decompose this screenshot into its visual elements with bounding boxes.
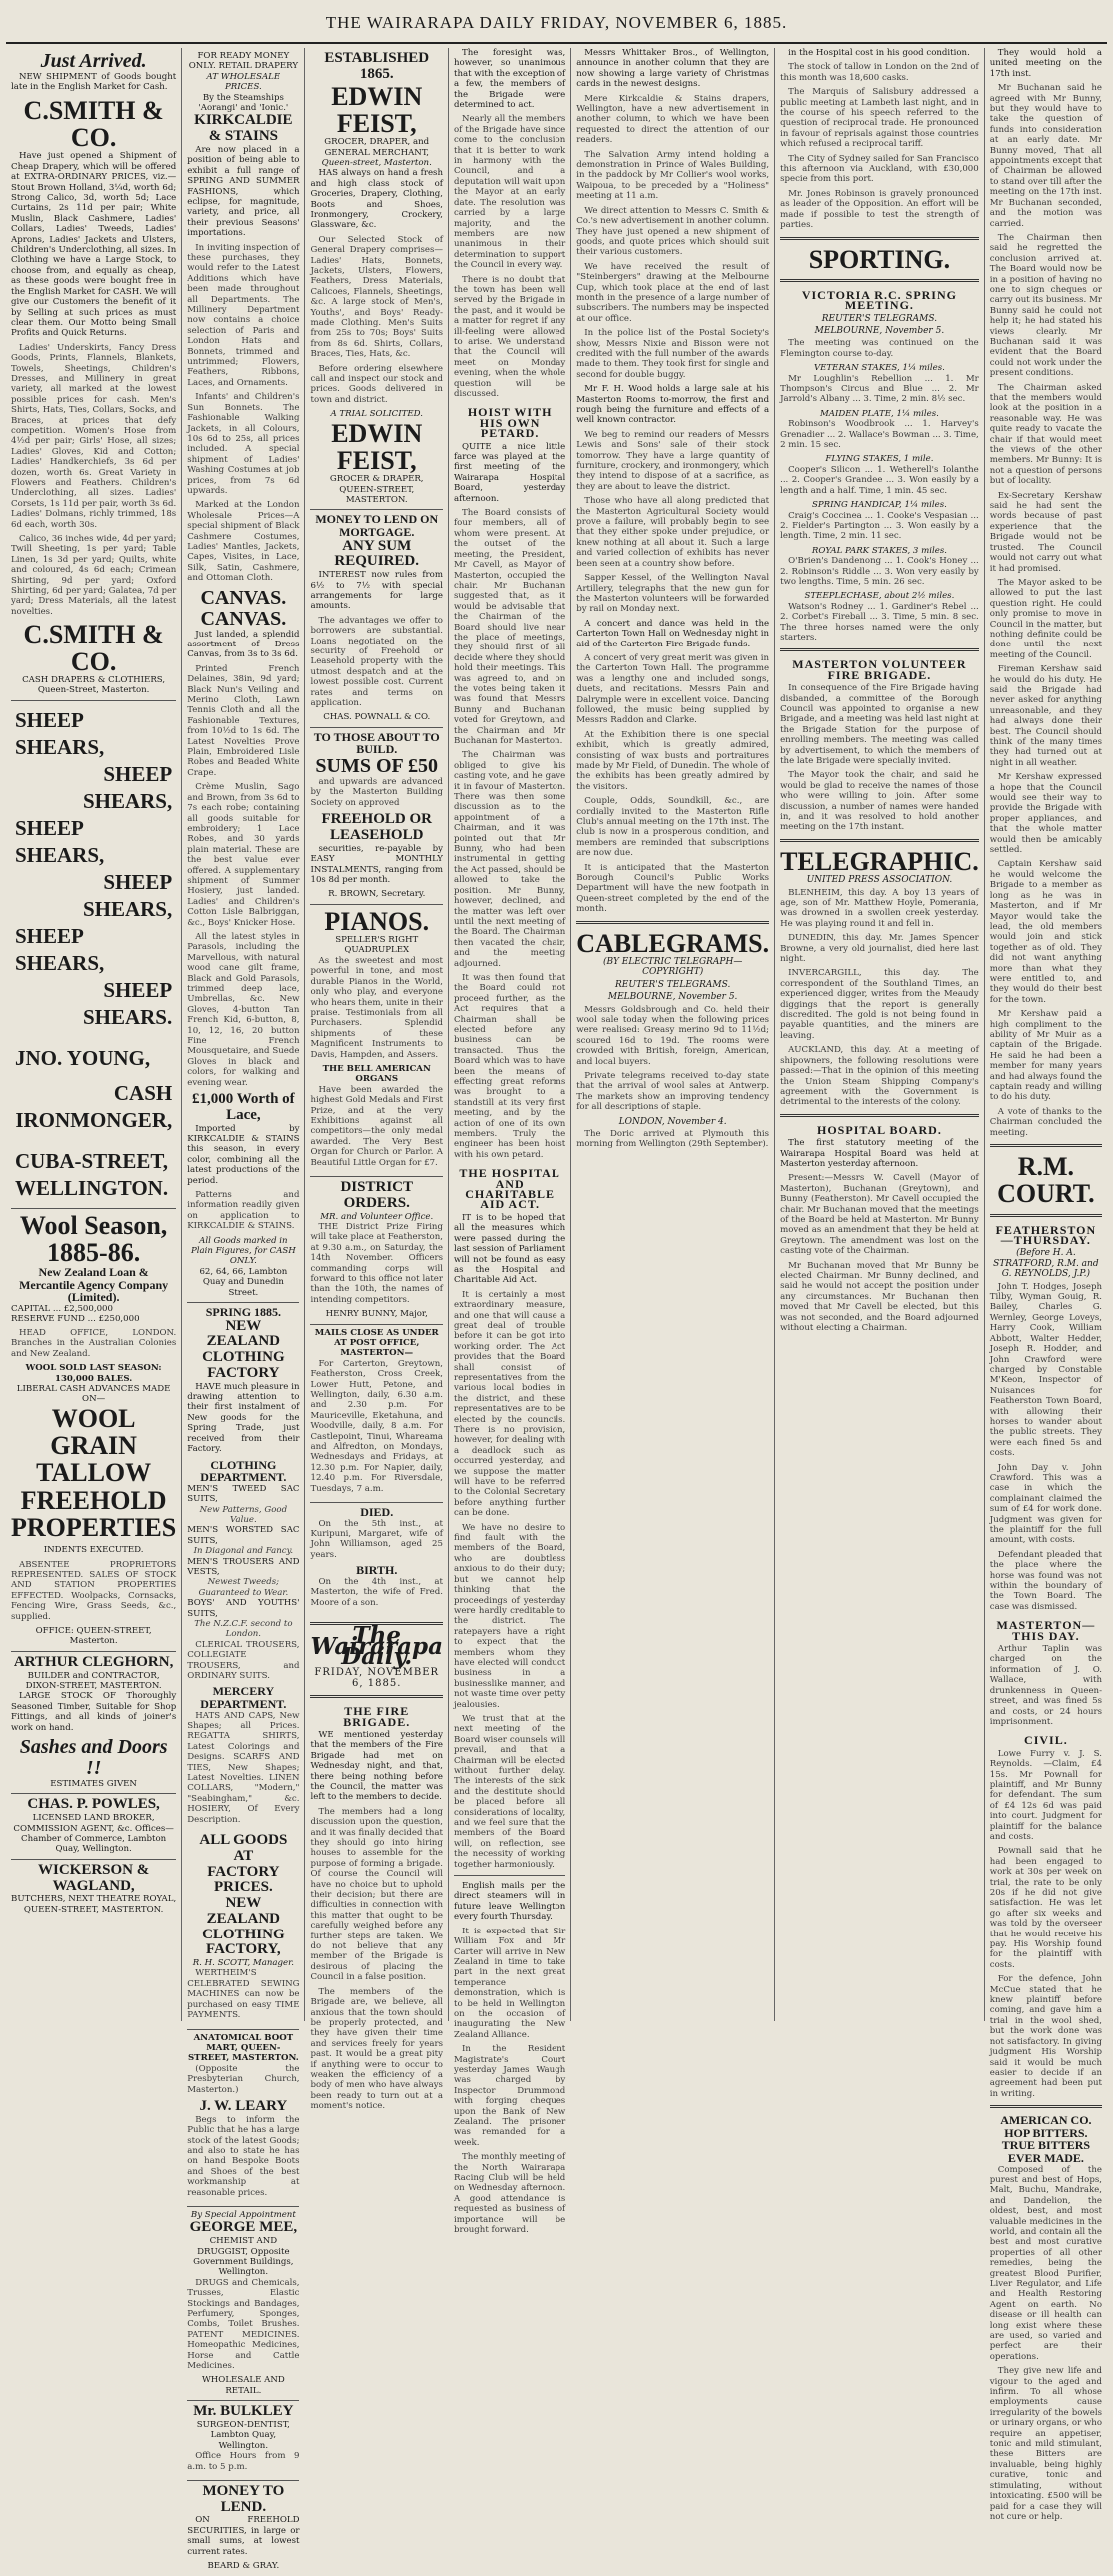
ad-sub: BUTCHERS, NEXT THEATRE ROYAL, <box>11 1894 177 1905</box>
ad-firm-name: GEORGE MEE, <box>189 2219 298 2236</box>
ad-sub: New Zealand Loan & Mercantile Agency Company (Limited). <box>19 1265 169 1305</box>
section-sub: UNITED PRESS ASSOCIATION. <box>806 875 953 886</box>
ad-sub: By Special Appointment <box>190 2209 296 2220</box>
wool-word: PROPERTIES <box>11 1512 177 1542</box>
ad-text: INTEREST now rules from 6½ to 7½ with special arrangements for large amounts. <box>310 570 443 612</box>
reserve-line: RESERVE FUND ... £250,000 <box>11 1314 140 1325</box>
ad-firm-name: EDWIN FEIST, <box>331 81 423 138</box>
ad-sub: THE BELL AMERICAN ORGANS <box>322 1063 431 1085</box>
ad-headline: MONEY TO LEND ON MORTGAGE. <box>315 512 439 540</box>
ad-text: NEW SHIPMENT of Goods bought late in the English Market for Cash. <box>11 72 177 93</box>
ad-text: LARGE STOCK OF Thoroughly Seasoned Timber, Suitable for Shop Fittings, and all kinds of joiner's work on hand. <box>11 1691 177 1733</box>
clothing-item: MEN'S TWEED SAC SUITS, <box>187 1483 300 1505</box>
ad-headline: ALL GOODS <box>199 1832 288 1849</box>
column-1 <box>6 48 182 2021</box>
ad-sub: CASH IRONMONGER, <box>15 1080 173 1132</box>
wool-word: WOOL <box>51 1403 136 1433</box>
ad-sub: By the Steamships 'Aorangi' and 'Ionic.' <box>198 92 289 114</box>
section-heading: SPORTING. <box>808 244 951 274</box>
section-heading: BIRTH. <box>356 1563 398 1578</box>
section-heading: DISTRICT ORDERS. <box>340 1179 413 1211</box>
section-sub: REUTER'S TELEGRAMS. <box>615 979 731 990</box>
editorial-masthead: The Wairarapa Daily. <box>310 1622 443 1670</box>
ad-text: Have just opened a Shipment of Cheap Drapery, which will be offered at EXTRA-ORDINARY PRICES, viz.— Stout Brown Holland, 3¼d, worth 6d; Strong Calico, 3d, worth 5d; Lace Curtains, 2s 11d per pair; White Muslin, Black Cashmere, Ladies' Collars, Ladies' Tweeds, Ladies' Aprons, Ladies' Jackets and Ulsters, Children's Underclothing, all sizes. In Clothing we have a Large Stock, to choose from, and equally as cheap, as these goods were bought free in the English Market for CASH. We will give our Customers the benefit of it by Selling at such prices as must clear them. Our Motto being Small Profits and Quick Returns. <box>11 151 177 339</box>
section-heading: CIVIL. <box>1024 1733 1068 1748</box>
ad-sub: GROCER, DRAPER, and GENERAL MERCHANT, <box>324 137 430 158</box>
ad-sub: ESTIMATES GIVEN <box>50 1779 137 1790</box>
ad-sub: SPRING 1885. <box>205 1305 282 1320</box>
ad-firm-name: NEW ZEALAND CLOTHING FACTORY <box>202 1317 285 1381</box>
ad-firm-name: JNO. YOUNG, <box>15 1045 151 1070</box>
ad-firm-name: R. BROWN, Secretary. <box>328 889 426 900</box>
wool-word: FREEHOLD <box>20 1485 167 1515</box>
section-heading: FEATHERSTON—THURSDAY. <box>995 1222 1097 1248</box>
ad-firm-name: WICKERSON & WAGLAND, <box>37 1861 150 1894</box>
article-text: They would hold a united meeting on the 17th inst. <box>989 48 1102 79</box>
ad-headline: MONEY TO LEND. <box>202 2482 285 2515</box>
masthead-title: THE WAIRARAPA DAILY FRIDAY, NOVEMBER 6, 1885. <box>325 13 788 32</box>
wool-sold: WOOL SOLD LAST SEASON: 130,000 BALES. <box>25 1363 162 1384</box>
sheep-shears-line: SHEEP SHEARS, <box>15 923 105 975</box>
section-heading: HOSPITAL BOARD. <box>817 1122 942 1137</box>
article-text: The first statutory meeting of the Wairarapa Hospital Board was held at Masterton yesterday afternoon. <box>780 1138 979 1169</box>
ad-firm-name: C.SMITH & CO. <box>23 95 164 153</box>
ad-address: 62, 64, 66, Lambton Quay and Dunedin Street. <box>199 1266 288 1298</box>
ad-headline: MERCERY DEPARTMENT. <box>200 1684 287 1711</box>
section-heading: CABLEGRAMS. <box>576 928 770 958</box>
ad-address: Queen-street, Masterton. <box>321 157 432 168</box>
ad-sub: GROCER & DRAPER, QUEEN-STREET, MASTERTON. <box>329 474 424 506</box>
ad-nz-clothing-factory: SPRING 1885. NEW ZEALAND CLOTHING FACTORY HAVE much pleasure in drawing attention to their first instalment of New goods for the Spring Trade, just received from their Factory. CLOTHING DEPARTMENT. MEN'S TWEED SAC SUITS, New Patterns, Good Value. MEN'S WORSTED SAC SUITS, In Diagonal and Fancy. MEN'S TROUSERS AND VESTS, Newest Tweeds; Guaranteed to Wear. BOYS' AND YOUTHS' SUITS, The N.Z.C.F. second to London. CLERICAL TROUSERS, COLLEGIATE TROUSERS, and ORDINARY SUITS. MERCERY DEPARTMENT. HATS AND CAPS, New Shapes; all Prices. REGATTA SHIRTS, Latest Colorings and Designs. SCARFS AND TIES, New Shapes; Latest Novelties. LINEN COLLARS, "Modern," "Seabingham," &c. HOSIERY, Of Every Description. ALL GOODS AT FACTORY PRICES. NEW ZEALAND CLOTHING FACTORY, R. H. SCOTT, Manager. WERTHEIM'S CELEBRATED SEWING MACHINES can now be purchased on easy TIME PAYMENTS. <box>187 1302 299 2028</box>
ad-headline: AMERICAN CO. HOP BITTERS. TRUE BITTERS EVER MADE. <box>1000 2113 1092 2165</box>
ad-cleghorn <box>11 1651 176 1794</box>
column-7: They would hold a united meeting on the 17th inst. Mr Buchanan said he agreed with Mr Bunny, but they would have to take the question of funds into consideration at an early date. Mr Bunny moved, That all appointments except that of Chairman be allowed to stand over till after the meeting on the 17th inst. Mr Buchanan seconded, and the motion was carried. The Chairman then said he regretted the conclusion arrived at. The Board would now be in a position of having no one to sign cheques or carry out its business. Mr Bunny said he could not help it; he had stated his views clearly. Mr Buchanan said it was evident that the Board could not work under the present conditions. The Chairman asked that the members would look at the position in a reasonable way. He was quite ready to vacate the chair if that would meet the views of the other members. Mr Bunny: It is not a question of persons but of locality. Ex-Secretary Kershaw said he had sent the words because of past experience that the Brigade would not be trusted. The Council would not carry out what it had promised. The Mayor asked to be allowed to put the last question right. He could only promise to move in Council in the matter, but nothing definite could be done until the next meeting of the Council. Fireman Kershaw said he would do his duty. He said the Brigade had never asked for anything unreasonable, and they had always done their best. The Council should think of the many times they had turned out at night in all weather. Mr Kershaw expressed a hope that the Council would see their way to provide the Brigade with proper appliances, and that the whole matter would then be amicably settled. Captain Kershaw said he would welcome the Brigade to a member as long as he was in Masterton, and if Mr Mayor would take the lead, the old members would join and stick together as of old. They did not want anything more than what they were entitled to, and they would do their best for the town. Mr Kershaw paid a high compliment to the ability of Mr Muir as a captain of the Brigade. He said he had been a member for many years and had always found the captain ready and willing to do his duty. A vote of thanks to the Chairman concluded the meeting. R.M. COURT. FEATHERSTON—THURSDAY. (Before H. A. STRATFORD, R.M. and G. REYNOLDS, J.P.) John T. Hodges, Joseph Tilby, Wyman Gouig, R. Bailey, Charles G. Wernley, George Loveys, Harry Cook, William Abbott, Walter Hedder, Joseph R. Hodder, and John Crawford were charged by Constable M'Keon, Inspector of Nuisances for Featherston Town Board, with allowing their horses to wander about the public streets. They were each fined 5s and costs. John Day v. John Crawford. This was a case in which the complainant claimed the sum of £4 for work done. Judgment was given for the plaintiff for the full amount, with costs. Defendant pleaded that the place where the horse was found was not within the boundary of the Town Board. The case was dismissed. MASTERTON—THIS DAY. Arthur Taplin was charged on the information of J. O. Wallace, with drunkenness in Queen-street, and was fined 5s and costs, or 24 hours imprisonment. CIVIL. Lowe Furry v. J. S. Reynolds. —Claim, £4 15s. Mr Pownall for plaintiff, and Mr Bunny for defendant. The sum of £4 12s 6d was paid into court. Judgment for plaintiff for the balance and costs. Pownall said that he had been engaged to work at 30s per week on trial, the rate to be only 20s if he did not give satisfaction. He was let go after six weeks and was told by the overseer that he would receive his pay. His Worship found for the plaintiff with costs. For the defence, John McCue stated that he knew plaintiff before coming, and gave him a trial in the wool shed, but the work done was not satisfactory. In giving judgment His Worship said it would be much easier to decide if an agreement had been put in writing. AMERICAN CO. HOP BITTERS. TRUE BITTERS EVER MADE. Composed of the purest and best of Hops, Malt, Buchu, Mandrake, and Dandelion, the oldest, best, and most valuable medicines in the world, and contain all the best and most curative properties of all other remedies, being the greatest Blood Purifier, Liver Regulator, and Life and Health Restoring Agent on earth. No disease or ill health can long exist where these are used, so varied and perfect are their operations. They give new life and vigour to the aged and infirm. To all whose employments cause irregularity of the bowels or urinary organs, or who require an appetiser, tonic and mild stimulant, these Bitters are invaluable, being highly curative, tonic and stimulating, without intoxicating. £500 will be paid for a case they will not cure or help. <box>989 48 1103 2522</box>
columns <box>6 48 1107 2572</box>
article-text: in the Hospital cost in his good condition. <box>788 48 970 58</box>
sheep-shears-line: SHEEP SHEARS, <box>15 707 105 759</box>
article-text: WE mentioned yesterday that the members of the Fire Brigade had met on Wednesday night, and that, there being nothing before the Council, the matter was left to the members to decide. <box>310 1729 443 1803</box>
ad-sub: BUILDER and CONTRACTOR, DIXON-STREET, MASTERTON. <box>25 1670 162 1692</box>
column-3 <box>305 48 449 2112</box>
clothing-item: MEN'S TROUSERS AND VESTS, <box>187 1556 300 1577</box>
ad-text: Just landed, a splendid assortment of Dress Canvas, from 3s to 3s 6d. <box>187 629 300 660</box>
ad-sub: SURGEON-DENTIST, Lambton Quay, Wellington. <box>196 2419 290 2451</box>
wool-word: GRAIN <box>50 1431 137 1461</box>
ad-headline: CLOTHING DEPARTMENT. <box>200 1457 287 1485</box>
district-orders: DISTRICT ORDERS. MR. and Volunteer Office. THE District Prize Firing will take place at Featherston, at 9.30 a.m., on Saturday, the 14th November. Officers commanding corps will forward to this office not later than the 10th, the names of intending competitors. HENRY BUNNY, Major, <box>310 1176 443 1324</box>
ad-headline: Wool Season, 1885-86. <box>19 1210 168 1267</box>
sheep-shears-line: SHEEP SHEARS. <box>82 977 173 1029</box>
race-title: FLYING STAKES, 1 mile. <box>825 454 934 465</box>
article-text: IT is to be hoped that all the measures which were passed during the last session of Parliament will not be found as easy as the Hospital and Charitable Aid Act. <box>453 1212 566 1286</box>
clothing-item: BOYS' AND YOUTHS' SUITS, <box>187 1598 300 1619</box>
ad-sub: R. H. SCOTT, Manager. <box>192 1958 294 1969</box>
ad-sub: LICENSED LAND BROKER, COMMISSION AGENT, &c. Offices—Chamber of Commerce, Lambton Quay, Wellington. <box>13 1813 174 1855</box>
ad-just-arrived: Just Arrived. NEW SHIPMENT of Goods bought late in the English Market for Cash. C.SMITH & CO. Have just opened a Shipment of Cheap Drapery, which will be offered at EXTRA-ORDINARY PRICES, viz.— Stout Brown Holland, 3¼d, worth 6d; Strong Calico, 3d, worth 5d; Lace Curtains, 2s 11d per pair; White Muslin, Black Cashmere, Ladies' Collars, Ladies' Tweeds, Ladies' Aprons, Ladies' Jackets and Ulsters, Children's Underclothing, all sizes. In Clothing we have a Large Stock, to choose from, and equally as cheap, as these goods were bought free in the English Market for CASH. We will give our Customers the benefit of it by Selling at such prices as must clear them. Our Motto being Small Profits and Quick Returns. Ladies' Underskirts, Fancy Dress Goods, Prints, Flannels, Blankets, Towels, Sheetings, Children's Dresses, and Millinery in great variety, all marked at the lowest possible prices for cash. Men's Shirts, Hats, Ties, Collars, Socks, and Braces, at prices that defy competition. Women's Hose from 4½d per pair; Girls' Hose, all sizes; Ladies' Gloves, Kid and Cotton; Ladies' Handkerchiefs, 3s 6d per dozen, worth 6s. Great Variety in Flowers and Feathers. Children's Underclothing, all sizes. Ladies' Corsets, 1s 11d per pair, worth 3s 6d. Ladies' Dolmans, richly trimmed, 18s 6d each, worth 30s. Calico, 36 inches wide, 4d per yard; Twill Sheeting, 1s per yard; Table Linen, 1s 3d per yard; Quilts, white and coloured, 4s 6d each; Crimean Shirting, 9d per yard; Oxford Shirting, 6d per yard; Galatea, 7d per yard; Dress Materials, all the latest novelties. C.SMITH & CO. CASH DRAPERS & CLOTHIERS, Queen-Street, Masterton. <box>11 50 177 696</box>
ad-firm-name: J. W. LEARY <box>199 2097 288 2114</box>
ad-firm-name: BEARD & GRAY. <box>207 2561 280 2572</box>
ad-firm-name: CHAS. P. POWLES, <box>27 1796 160 1813</box>
ad-george-mee: By Special Appointment GEORGE MEE, CHEMIST AND DRUGGIST, Opposite Government Buildings, Wellington. DRUGS and Chemicals, Trusses, Elastic Stockings and Bandages, Perfumery, Sponges, Combs, Toilet Brushes. PATENT MEDICINES. Homeopathic Medicines, Horse and Cattle Medicines. WHOLESALE AND RETAIL. <box>187 2206 299 2400</box>
ad-sub: CHEMIST AND DRUGGIST, Opposite Government Buildings, Wellington. <box>193 2236 294 2278</box>
section-sub: (Before H. A. STRATFORD, R.M. and G. REYNOLDS, J.P.) <box>993 1248 1099 1280</box>
section-heading: HOIST WITH HIS OWN PETARD. <box>467 405 553 441</box>
ad-bulkley: Mr. BULKLEY SURGEON-DENTIST, Lambton Quay, Wellington. Office Hours from 9 a.m. to 5 p.m. <box>187 2400 299 2480</box>
ad-pianos: PIANOS. SPELLER'S RIGHT QUADRUPLEX As the sweetest and most powerful in tone, and most durable Pianos in the World, only who play, and everyone who hears them, unite in their praise. Testimonials from all Purchasers. Splendid shipments of these Magnificent Instruments to Davis, Hampden, and Assers. THE BELL AMERICAN ORGANS Have been awarded the highest Gold Medals and First Prize, and at the very Exhibitions against all competitors—the only medal awarded. The Very Best Organ for Church or Parlor. A Beautiful Little Organ for £7. <box>310 904 443 1176</box>
ad-sub: AT WHOLESALE PRICES. <box>206 71 281 93</box>
advances: LIBERAL CASH ADVANCES MADE ON— <box>16 1383 171 1405</box>
section-heading: MASTERTON—THIS DAY. <box>996 1618 1096 1643</box>
sheep-shears-line: SHEEP SHEARS, <box>82 761 173 813</box>
ad-text: HAVE much pleasure in drawing attention to their first instalment of New goods for the Spring Trade, just received from their Factory. <box>187 1381 300 1455</box>
ad-edwin-feist: ESTABLISHED 1865. EDWIN FEIST, GROCER, DRAPER, and GENERAL MERCHANT, Queen-street, Masterton. HAS always on hand a fresh and high class stock of Groceries, Drapery, Clothing, Boots and Shoes, Ironmongery, Crockery, Glassware, &c. Our Selected Stock of General Drapery comprises—Ladies' Hats, Bonnets, Jackets, Ulsters, Flowers, Feathers, Dress Materials, Calicoes, Flannels, Sheetings, &c. A large stock of Men's, Youths', and Boys' Ready-made Clothing. Men's Suits from 25s to 70s; Boys' Suits from 8s 6d. Shirts, Collars, Braces, Ties, Hats, &c. Before ordering elsewhere call and inspect our stock and prices. Goods delivered in town and district. A TRIAL SOLICITED. EDWIN FEIST, GROCER & DRAPER, QUEEN-STREET, MASTERTON. <box>310 50 443 506</box>
article-text: Mr F. H. Wood holds a large sale at his Masterton Rooms to-morrow, the first and rough being the furniture and effects of a well known contractor. <box>576 384 770 426</box>
ad-firm-name: CHAS. POWNALL & CO. <box>323 712 431 723</box>
ad-address: CASH DRAPERS & CLOTHIERS, Queen-Street, Masterton. <box>22 674 166 696</box>
race-title: STEEPLECHASE, about 2½ miles. <box>804 591 955 602</box>
section-heading: MASTERTON VOLUNTEER FIRE BRIGADE. <box>792 657 967 682</box>
ad-firm-name: EDWIN FEIST, <box>331 418 423 475</box>
column-5: Messrs Whittaker Bros., of Wellington, announce in another column that they are now showing a large variety of Christmas cards in the newest designs. Mere Kirkcaldie & Stains drapers, Wellington, have a new advertisement in another column, to which we have been requested to direct the attention of our readers. The Salvation Army intend holding a demonstration in Prince of Wales Building, in the paddock by Mr Collier's wool works, Waipoua, to be preceded by a "Holiness" meeting at 11 a.m. We direct attention to Messrs C. Smith & Co.'s new advertisement in another column. They have just opened a new shipment of goods, and quote prices which should suit their various customers. We have received the result of "Steinbergers" drawing at the Melbourne Cup, which took place at the end of last month in the presence of a large number of subscribers. The numbers may be inspected at our office. In the police list of the Postal Society's show, Messrs Nixie and Bisson were not credited with the full number of the awards made to them. They took first for single and second for double buggy. Mr F. H. Wood holds a large sale at his Masterton Rooms to-morrow, the first and rough being the furniture and effects of a well known contractor. We beg to remind our readers of Messrs Lewis and Sons' sale of their stock tomorrow. They have a large quantity of furniture, crockery, and ironmongery, which they intend to dispose of at a sacrifice, as they are about to leave the district. Those who have all along predicted that the Masterton Agricultural Society would prove a failure, will probably begin to see that they either spoke under prejudice, or knew nothing at all about it. Such a large and varied collection of exhibits has never been seen at a country show before. Sapper Kessel, of the Wellington Naval Artillery, telegraphs that the new gun for the Masterton volunteers will be forwarded by rail on Monday next. A concert and dance was held in the Carterton Town Hall on Wednesday night in aid of the Carterton Fire Brigade funds. A concert of very great merit was given in the Carterton Town Hall. The programme was a lengthy one and included songs, duets, and recitations. Messrs Pain and Dalrymple were in excellent voice. Dancing followed, the music being supplied by Messrs Raddon and Clarke. At the Exhibition there is one special exhibit, which is greatly admired, consisting of wax busts and portraitures made by Mr Field, of Dunedin. The whole of the exhibits has been greatly admired by the visitors. Couple, Odds, Soundkill, &c., are cordially invited to the Masterton Rifle Club's annual meeting on the 17th inst. The club is now in a prosperous condition, and members are reminded that subscriptions are now due. It is anticipated that the Masterton Borough Council's Public Works Department will have the new footpath in Queen-street completed by the end of the month. CABLEGRAMS. (BY ELECTRIC TELEGRAPH—COPYRIGHT) REUTER'S TELEGRAMS. MELBOURNE, November 5. Messrs Goldsbrough and Co. held their wool sale today when the following prices were realised: Greasy merino 9d to 11½d; scoured 16d to 19d. The rooms were crowded with British, foreign, American, and local buyers. Private telegrams received to-day state that the arrival of wool sales at Antwerp. The markets show an improving tendency for all descriptions of staple. LONDON, November 4. The Doric arrived at Plymouth this morning from Wellington (29th September). <box>571 48 775 2021</box>
section-heading: MAILS CLOSE AS UNDER AT POST OFFICE, MASTERTON— <box>314 1327 439 1359</box>
ad-boot-mart: ANATOMICAL BOOT MART, QUEEN-STREET, MASTERTON. (Opposite the Presbyterian Church, Masterton.) J. W. LEARY Begs to inform the Public that he has a large stock of the latest Goods; and also to state he has on hand Bespoke Boots and Shoes of the best workmanship at reasonable prices. <box>187 2029 299 2206</box>
ad-firm-name: Mr. BULKLEY <box>193 2403 294 2420</box>
section-sub: MR. and Volunteer Office. <box>320 1211 434 1222</box>
ad-headline: ANY SUM REQUIRED. <box>334 537 420 570</box>
ad-headline: AT <box>233 1847 254 1864</box>
ad-kirkcaldie: FOR READY MONEY ONLY. RETAIL DRAPERY AT WHOLESALE PRICES. By the Steamships 'Aorangi' and 'Ionic.' KIRKCALDIE & STAINS Are now placed in a position of being able to exhibit a full range of SPRING AND SUMMER FASHIONS, which eclipse, for magnitude, variety, and price, all their previous Seasons' importations. In inviting inspection of these purchases, they would refer to the Latest Additions which have been made throughout all Departments. The Millinery Department now contains a choice selection of Paris and London Hats and Bonnets, trimmed and untrimmed; Flowers, Feathers, Ribbons, Laces, and Ornaments. Infants' and Children's Sun Bonnets. The Fashionable Walking Jackets, in all Colours, 10s 6d to 25s, all prices included. A special shipment of Ladies' Washing Costumes at job prices, from 7s 6d upwards. Marked at the London Wholesale Prices—A special shipment of Black Cashmere Costumes, Ladies' Mantles, Jackets, Capes, Visites, in Lace, Silk, Satin, Cashmere, and Ottoman Cloth. CANVAS. CANVAS. Just landed, a splendid assortment of Dress Canvas, from 3s to 3s 6d. Printed French Delaines, 38in, 9d yard; Black Nun's Veiling and Merino Cloth, Lawn Tennis Cloth and all the Fashionable Textures, from 10½d to 1s 6d. The Latest Novelties Prove Plain, Embroidered Lisle Robes and Beaded White Crape. Crème Muslin, Sago and Brown, from 3s 6d to 7s each robe; containing all goods suitable for embroidery; 1 Lace Robes, and 30 yards plain material. These are the best value ever offered. A supplementary shipment of Summer Hosiery, just landed. Ladies' and Children's Cotton Lisle Balbriggan, &c., Boys' Knicker Hose. All the latest styles in Parasols, including the Marvellous, with natural wood cane gilt frame, Black and Gold Parasols, trimmed deep lace, Umbrellas, &c. New Gloves, 4-button Tan French Kid, 6-button, 8, 10, 12, 16, 20 button Fine French Mousquetaire, and Suede Gloves in black and colors, for walking and evening wear. £1,000 Worth of Lace, Imported by KIRKCALDIE & STAINS this season, in every color, combining all the latest productions of the period. Patterns and information readily given on application to KIRKCALDIE & STAINS. All Goods marked in Plain Figures, for CASH ONLY. 62, 64, 66, Lambton Quay and Dunedin Street. <box>187 51 300 1298</box>
column-2 <box>182 48 305 2572</box>
ad-headline: FACTORY PRICES. <box>207 1863 280 1896</box>
ad-building-society: TO THOSE ABOUT TO BUILD. SUMS OF £50 and upwards are advanced by the Masterton Building Society on approved FREEHOLD OR LEASEHOLD securities, re-payable by EASY MONTHLY INSTALMENTS, ranging from 10s 8d per month. R. BROWN, Secretary. <box>310 727 443 904</box>
indents: INDENTS EXECUTED. <box>43 1545 144 1556</box>
race-title: ROYAL PARK STAKES, 3 miles. <box>811 545 947 556</box>
capital-line: CAPITAL ... £2,500,000 <box>11 1304 113 1315</box>
article-text: QUITE a nice little farce was played at the first meeting of the Wairarapa Hospital Board, yesterday afternoon. <box>453 441 566 504</box>
ad-address: CUBA-STREET, WELLINGTON. <box>15 1148 169 1200</box>
notices: DIED. On the 5th inst., at Kuripuni, Margaret, wife of John Williamson, aged 25 years. BIRTH. On the 4th inst., at Masterton, the wife of Fred. Moore of a son. <box>310 1502 443 1616</box>
ad-headline: PIANOS. <box>324 906 430 936</box>
section-heading: R.M. COURT. <box>997 1152 1095 1209</box>
masthead <box>6 6 1107 44</box>
race-title: SPRING HANDICAP, 1¼ miles. <box>812 500 947 511</box>
race-title: MAIDEN PLATE, 1¼ miles. <box>819 408 939 419</box>
sheep-shears-line: SHEEP SHEARS, <box>82 869 173 921</box>
article-text: The foresight was, however, so unanimous that with the exception of a few, the members of the Brigade were determined to act. <box>453 48 566 111</box>
ad-text: ON FREEHOLD SECURITIES, in large or small sums, at lowest current rates. <box>187 2515 300 2557</box>
wool-word: TALLOW <box>36 1458 152 1488</box>
section-heading: TELEGRAPHIC. <box>780 846 979 876</box>
ad-firm-name: KIRKCALDIE & STAINS <box>194 112 293 145</box>
ad-address: OFFICE: QUEEN-STREET, Masterton. <box>35 1626 152 1647</box>
ad-sub: All Goods marked in Plain Figures, for CASH ONLY. <box>190 1235 296 1267</box>
ad-text: Imported by KIRKCALDIE & STAINS this season, in every color, combining all the latest productions of the period. <box>187 1123 300 1186</box>
ad-text: Are now placed in a position of being able to exhibit a full range of SPRING AND SUMMER FASHIONS, which eclipse, for magnitude, variety, and price, all their previous Seasons' importations. <box>187 144 300 239</box>
ad-sheep-shears <box>11 700 176 1208</box>
dateline: LONDON, November 4. <box>618 1116 727 1127</box>
ad-sub: SPELLER'S RIGHT QUADRUPLEX <box>335 935 419 956</box>
ad-sub: WHOLESALE AND RETAIL. <box>201 2375 285 2396</box>
ad-headline: ANATOMICAL BOOT MART, QUEEN-STREET, MASTERTON. <box>187 2032 299 2064</box>
section-sub: REUTER'S TELEGRAMS. <box>821 313 938 324</box>
ad-money-to-lend <box>187 2480 299 2576</box>
ad-headline: CANVAS. CANVAS. <box>200 586 287 630</box>
ad-powles <box>11 1793 176 1858</box>
sheep-shears-line: SHEEP SHEARS, <box>15 815 105 867</box>
column-6: in the Hospital cost in his good condition. The stock of tallow in London on the 2nd of this month was 18,600 casks. The Marquis of Salisbury addressed a public meeting at Lambeth last night, and in the course of his speech referred to the question of reciprocal trade. He pronounced in favour of reprisals against those countries which refused a reciprocal tariff. The City of Sydney sailed for San Francisco this afternoon via Auckland, with £30,000 specie from this port. Mr. Jones Robinson is gravely pronounced as leader of the Opposition. An effort will be made if possible to test the strength of parties. SPORTING. VICTORIA R.C. SPRING MEETING. REUTER'S TELEGRAMS. MELBOURNE, November 5. The meeting was continued on the Flemington course to-day. VETERAN STAKES, 1¼ miles. Mr Loughlin's Rebellion ... 1. Mr Thompson's Circus and Blue ... 2. Mr Jarrold's Albany ... 3. Time, 2 min. 8½ sec. MAIDEN PLATE, 1¼ miles. Robinson's Woodbrook ... 1. Harvey's Grenadier ... 2. Wallace's Bowman ... 3. Time, 2 min. 15 sec. FLYING STAKES, 1 mile. Cooper's Silicon ... 1. Wetherell's Iolanthe ... 2. Cooper's Grandee ... 3. Won easily by a length and a half. Time, 1 min. 45 sec. SPRING HANDICAP, 1¼ miles. Craig's Coccinea ... 1. Cooke's Vespasian ... 2. Fielder's Partington ... 3. Won easily by a length. Time, 2 min. 11 sec. ROYAL PARK STAKES, 3 miles. O'Brien's Dandenong ... 1. Cook's Honey ... 2. Robinson's Riddle ... 3. Won very easily by two lengths. Time, 5 min. 26 sec. STEEPLECHASE, about 2½ miles. Watson's Rodney ... 1. Gardiner's Rebel ... 2. Corbet's Fireball ... 3. Time, 5 min. 8 sec. The three horses named were the only starters. MASTERTON VOLUNTEER FIRE BRIGADE. In consequence of the Fire Brigade having disbanded, a committee of the Borough Council was appointed to organise a new Brigade, and a meeting was held last night at the Brigade Station for the purpose of enrolling members. The meeting was called by advertisement, to which the members of the late Brigade were specially invited. The Mayor took the chair, and said he would be glad to receive the names of those who were willing to join. After some discussion, a number of names were handed in, and it was resolved to hold another meeting on the 17th instant. TELEGRAPHIC. UNITED PRESS ASSOCIATION. BLENHEIM, this day. A boy 13 years of age, son of Mr. Matthew Hoyle, Pomerania, was drowned in a swollen creek yesterday. He was playing round it and fell in. DUNEDIN, this day. Mr. James Spencer Browne, a very old journalist, died here last night. INVERCARGILL, this day. The correspondent of the Southland Times, an experienced digger, writes from the Meaudy diggings that the report is generally discredited. The gold is not being found in payable quantities, and the miners are leaving. AUCKLAND, this day. At a meeting of shipowners, the following resolutions were passed:—That in the opinion of this meeting the Union Steam Shipping Company's agreement with the Government is detrimental to the interests of the colony. HOSPITAL BOARD. The first statutory meeting of the Wairarapa Hospital Board was held at Masterton yesterday afternoon. Present:—Messrs W. Cavell (Mayor of Masterton), Buchanan (Greytown), and Bunny (Featherston). Mr Cavell occupied the chair. Mr Buchanan moved that the meetings of the Board be held at Masterton. Mr Bunny moved as an amendment that they be held at Greytown. The amendment was lost on the casting vote of the Chairman. Mr Buchanan moved that Mr Bunny be elected Chairman. Mr Bunny declined, and said he would not accept the position under any circumstances. Mr Buchanan then moved that Mr Cavell be elected, but this was not seconded, and the Board adjourned without electing a Chairman. <box>775 48 985 2021</box>
ad-sub: FOR READY MONEY ONLY. RETAIL DRAPERY <box>188 51 298 72</box>
ad-firm-name: ARTHUR CLEGHORN, <box>13 1653 174 1670</box>
ad-sub: ESTABLISHED 1865. <box>324 50 430 82</box>
editorial: THE FIRE BRIGADE. WE mentioned yesterday that the members of the Fire Brigade had met on Wednesday night, and that, there being nothing before the Council, the matter was left to the members to decide. The members had a long discussion upon the question, and it was finally decided that they should go into hiring houses to assemble for the purpose of forming a brigade. Of course the Council will have no choice but to uphold their decision; but there are difficulties in connection with this matter that ought to be carefully weighed before any further steps are taken. We do not believe that any member of the Brigade is desirous of placing the Council in a false position. The members of the Brigade are, we believe, all anxious that the town should be properly protected, and they have given their time and services freely for years past. It would be a great pity if anything were to occur to weaken the efficiency of a body of men who have always been ready to turn out at a moment's notice. <box>310 1704 443 2112</box>
ad-firm-name: C.SMITH & CO. <box>23 620 164 676</box>
ad-headline: Just Arrived. <box>40 50 147 72</box>
ad-text: HAS always on hand a fresh and high class stock of Groceries, Drapery, Clothing, Boots and Shoes, Ironmongery, Crockery, Glassware, &c. <box>310 168 443 231</box>
ad-wool-season: Wool Season, 1885-86. New Zealand Loan & Mercantile Agency Company (Limited). CAPITAL ... £2,500,000 RESERVE FUND ... £250,000 HEAD OFFICE, LONDON. Branches in the Australian Colonies and New Zealand. WOOL SOLD LAST SEASON: 130,000 BALES. LIBERAL CASH ADVANCES MADE ON— WOOL GRAIN TALLOW FREEHOLD PROPERTIES INDENTS EXECUTED. ABSENTEE PROPRIETORS REPRESENTED. SALES OF STOCK AND STATION PROPERTIES EFFECTED. Woolpacks, Cornsacks, Fencing Wire, Grass Seeds, &c., supplied. OFFICE: QUEEN-STREET, Masterton. <box>11 1208 176 1651</box>
mails-notice: MAILS CLOSE AS UNDER AT POST OFFICE, MASTERTON— For Carterton, Greytown, Featherston, Cross Creek, Lower Hutt, Petone, and Wellington, daily, 6.30 a.m. and 2.30 p.m. For Mauriceville, Eketahuna, and Woodville, daily, 8 a.m. For Castlepoint, Tinui, Whareama and Alfredton, on Mondays, Wednesdays and Fridays, at 12.30 p.m. For Napier, daily, 12.40 p.m. For Riversdale, Tuesdays, 7 a.m. <box>310 1324 443 1503</box>
column-4: The foresight was, however, so unanimous that with the exception of a few, the members of the Brigade were determined to act. Nearly all the members of the Brigade have since come to the conclusion that it is better to work in harmony with the Council, and a deputation will wait upon the Mayor at an early date. The resolution was carried by a large majority, and the members are now unanimous in their determination to support the Council in every way. There is no doubt that the town has been well served by the Brigade in the past, and it would be a matter for regret if any ill-feeling were allowed to arise. We understand that the Council will meet on Monday evening, when the whole question will be discussed. HOIST WITH HIS OWN PETARD. QUITE a nice little farce was played at the first meeting of the Wairarapa Hospital Board, yesterday afternoon. The Board consists of four members, all of whom were present. At the outset of the meeting, the President, Mr Cavell, as Mayor of Masterton, occupied the chair. Mr Buchanan suggested that, as it would be advisable that the Chairman of the Board should live near the place of meetings, they should first of all decide where they should hold their meetings. This was agreed to, and on the votes being taken it was found that Messrs Bunny and Buchanan voted for Greytown, and the Chairman and Mr Buchanan for Masterton. The Chairman was obliged to give his casting vote, and he gave it in favour of Masterton. There was then some discussion as to the appointment of a Chairman, and it was pointed out that Mr Bunny, who had been instrumental in getting the Act passed, should be allowed to take the position. Mr Bunny, however, declined, and the matter was left over until the next meeting of the Board. The Chairman then vacated the chair, and the meeting adjourned. It was then found that the Board could not proceed further, as the Act requires that a Chairman shall be elected before any business can be transacted. Thus the Board which was to have been the means of effecting great reforms was brought to a standstill at its very first meeting, and by the action of one of its own members. Truly the engineer has been hoist with his own petard. THE HOSPITAL AND CHARITABLE AID ACT. IT is to be hoped that all the measures which were passed during the last session of Parliament will not be found as easy as the Hospital and Charitable Aid Act. It is certainly a most extraordinary measure, and one that will cause a great deal of trouble before it can be got into working order. The Act provides that the Board shall consist of representatives from the various local bodies in the district, and these representatives are to be elected by the councils. There is no provision, however, for dealing with a deadlock such as occurred yesterday, and we suppose the matter will have to be referred to the Colonial Secretary before anything further can be done. We have no desire to find fault with the members of the Board, who are doubtless anxious to do their duty; but we cannot help thinking that the proceedings of yesterday were hardly creditable to the district. The ratepayers have a right to expect that the members whom they have elected will conduct business in a businesslike manner, and not waste time over petty jealousies. We trust that at the next meeting of the Board wiser counsels will prevail, and that a Chairman will be elected without further delay. The interests of the sick and the destitute should be placed before all considerations of locality, and we feel sure that the members of the Board will, on reflection, see the necessity of working together harmoniously. English mails per the direct steamers will in future leave Wellington every fourth Thursday. It is expected that Sir William Fox and Mr Carter will arrive in New Zealand in time to take part in the next great temperance demonstration, which is to be held in Wellington on the occasion of inaugurating the New Zealand Alliance. In the Resident Magistrate's Court yesterday James Waugh was charged by Inspector Drummond with forging cheques upon the Bank of New Zealand. The prisoner was remanded for a week. The monthly meeting of the North Wairarapa Racing Club will be held on Wednesday afternoon. A good attendance is requested as business of importance will be brought forward. <box>449 48 571 2021</box>
race-title: VETERAN STAKES, 1¼ miles. <box>813 363 945 374</box>
ad-headline: SUMS OF £50 <box>315 755 439 778</box>
ad-pownall: MONEY TO LEND ON MORTGAGE. ANY SUM REQUIRED. INTEREST now rules from 6½ to 7½ with special arrangements for large amounts. The advantages we offer to borrowers are substantial. Loans negotiated on the security of Freehold or Leasehold property with the utmost despatch and at the lowest possible cost. Current rates and terms on application. CHAS. POWNALL & CO. <box>310 509 443 726</box>
ad-headline: TO THOSE ABOUT TO BUILD. <box>313 729 440 757</box>
ad-headline: Sashes and Doors !! <box>19 1736 168 1780</box>
ad-headline: FREEHOLD OR LEASEHOLD <box>321 811 432 843</box>
ad-wickerson <box>11 1859 176 1919</box>
section-heading: VICTORIA R.C. SPRING MEETING. <box>801 287 957 313</box>
section-heading: DIED. <box>360 1505 394 1520</box>
section-sub: (BY ELECTRIC TELEGRAPH—COPYRIGHT) <box>602 956 743 978</box>
ad-sub: A TRIAL SOLICITED. <box>330 409 423 420</box>
ad-address: QUEEN-STREET, MASTERTON. <box>23 1904 164 1915</box>
dateline: MELBOURNE, November 5. <box>814 326 945 337</box>
ad-text: securities, re-payable by EASY MONTHLY INSTALMENTS, ranging from 10s 8d per month. <box>310 843 443 885</box>
signature: HENRY BUNNY, Major, <box>325 1309 428 1320</box>
dateline: MELBOURNE, November 5. <box>607 992 738 1003</box>
clothing-item: MEN'S WORSTED SAC SUITS, <box>187 1525 300 1546</box>
article-text: English mails per the direct steamers will in future leave Wellington every fourth Thursday. <box>453 1881 566 1923</box>
section-heading: THE FIRE BRIGADE. <box>343 1704 411 1729</box>
article-text: Messrs Whittaker Bros., of Wellington, announce in another column that they are now showing a large variety of Christmas cards in the newest designs. <box>576 48 770 90</box>
ad-headline: £1,000 Worth of Lace, <box>192 1091 295 1123</box>
editorial-date: FRIDAY, NOVEMBER 6, 1885. <box>314 1667 440 1689</box>
ad-firm-name: NEW ZEALAND CLOTHING FACTORY, <box>202 1895 285 1958</box>
article-text: A concert and dance was held in the Carterton Town Hall on Wednesday night in aid of the Carterton Fire Brigade funds. <box>576 618 770 649</box>
section-heading: THE HOSPITAL AND CHARITABLE AID ACT. <box>459 1166 560 1212</box>
